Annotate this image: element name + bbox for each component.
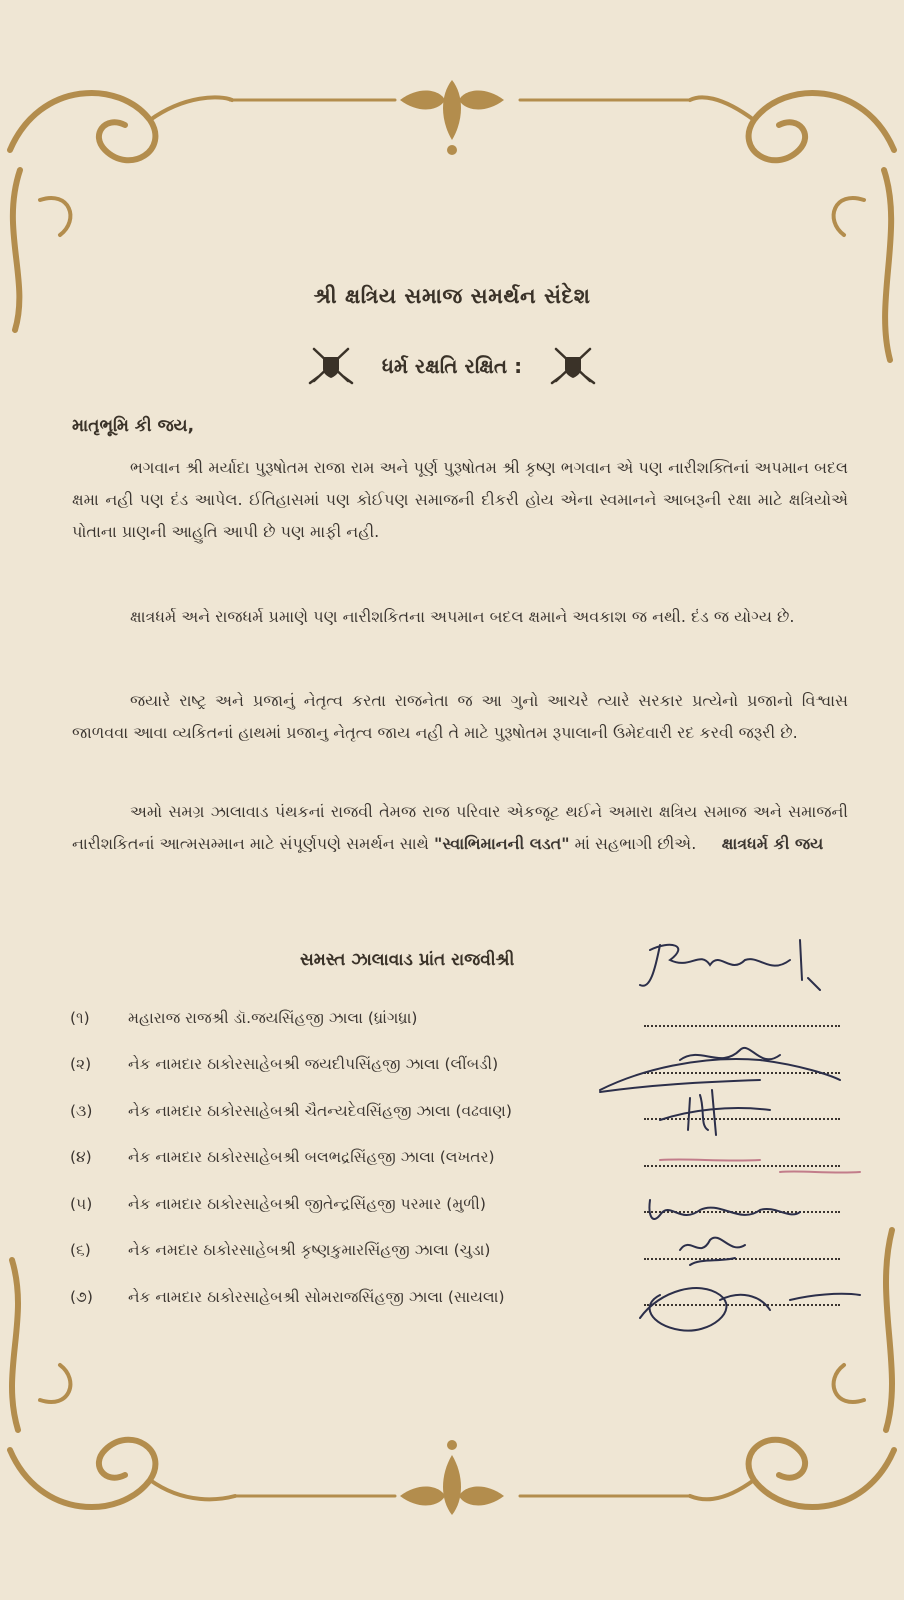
- closing-paragraph: [72, 796, 848, 860]
- signatory-number: (૭): [70, 1287, 93, 1306]
- greeting: માતૃભૂમિ કી જય,: [72, 416, 195, 436]
- signatory-row: [70, 1088, 840, 1135]
- signatory-number: (૩): [70, 1101, 93, 1120]
- signatory-name: નેક નામદાર ઠાકોરસાહેબશ્રી ચૈતન્યદેવસિંહજી ઝાલા (વઢવાણ): [128, 1101, 512, 1120]
- signature-line: [644, 1211, 840, 1213]
- signatory-number: (૪): [70, 1148, 92, 1167]
- signatory-name: નેક નમદાર ઠાકોરસાહેબશ્રી કૃષ્ણકુમારસિંહજી ઝાલા (ચુડા): [128, 1241, 491, 1260]
- signatory-name: નેક નામદાર ઠાકોરસાહેબશ્રી બલભદ્રસિંહજી ઝાલા (લખતર): [128, 1148, 495, 1167]
- letter-title: શ્રી ક્ષત્રિય સમાજ સમર્થન સંદેશ: [313, 284, 591, 308]
- crossed-swords-shield-icon: [308, 345, 354, 387]
- signatory-name: નેક નામદાર ઠાકોરસાહેબશ્રી જયદીપસિંહજી ઝાલા (લીંબડી): [128, 1055, 499, 1074]
- closing-text: અમો સમગ્ર ઝાલાવાડ પંથકનાં રાજવી તેમજ રાજ પરિવાર એકજૂટ થઈને અમારા ક્ષત્રિય સમાજ અને સમાજની નારીશકિતનાં આત્મસમ્માન માટે સંપૂર્ણપણે સમર્થન સાથે: [72, 802, 848, 853]
- signatory-row: [70, 995, 840, 1042]
- closing-suffix: માં સહભાગી છીએ.: [569, 834, 697, 853]
- closing-highlight: "સ્વાભિમાનની લડત": [433, 834, 570, 853]
- paragraph-3: જયારે રાષ્ટ્ર અને પ્રજાનું નેતૃત્વ કરતા રાજનેતા જ આ ગુનો આચરે ત્યારે સરકાર પ્રત્યેનો પ્રજાનો વિશ્વાસ જાળવવા આવા વ્યકિતનાં હાથમાં પ્રજાનુ નેતૃત્વ જાય નહી તે માટે પુરૂષોતમ રૂપાલાની ઉમેદવારી રદ કરવી જરૂરી છે.: [72, 691, 848, 742]
- signatory-row: [70, 1042, 840, 1089]
- signatory-name: નેક નામદાર ઠાકોરસાહેબશ્રી જીતેન્દ્રસિંહજી પરમાર (મુળી): [128, 1194, 486, 1213]
- signatory-row: [70, 1181, 840, 1228]
- signatories-list: [70, 995, 840, 1321]
- signature-line: [644, 1165, 840, 1167]
- signatory-number: (૨): [70, 1055, 92, 1074]
- signature-line: [644, 1072, 840, 1074]
- signature-line: [644, 1025, 840, 1027]
- motto-text: ધર્મ રક્ષતિ રક્ષિત :: [381, 354, 523, 378]
- closing-slogan: ક્ષાત્રધર્મ કી જય: [721, 834, 824, 853]
- signatory-number: (૫): [70, 1194, 93, 1213]
- paragraph-2: ક્ષાત્રધર્મ અને રાજધર્મ પ્રમાણે પણ નારીશકિતના અપમાન બદલ ક્ષમાને અવકાશ જ નથી. દંડ જ યોગ્ય છે.: [130, 607, 795, 626]
- paragraph-1: ભગવાન શ્રી મર્યાદા પુરૂષોતમ રાજા રામ અને પૂર્ણ પુરૂષોતમ શ્રી કૃષ્ણ ભગવાન એ પણ નારીશક્તિનાં અપમાન બદલ ક્ષમા નહી પણ દંડ આપેલ. ઈતિહાસમાં પણ કોઈપણ સમાજની દીકરી હોય એના સ્વમાનને આબરૂની રક્ષા માટે ક્ષત્રિયોએ પોતાના પ્રાણની આહુતિ આપી છે પણ માફી નહી.: [72, 458, 848, 541]
- signatory-name: મહારાજ રાજશ્રી ડૉ.જયસિંહજી ઝાલા (ધ્રાંગધ્રા): [128, 1008, 418, 1027]
- signatory-number: (૬): [70, 1241, 91, 1260]
- signature-line: [644, 1258, 840, 1260]
- signatory-row: [70, 1228, 840, 1275]
- signature-line: [644, 1118, 840, 1120]
- signatory-number: (૧): [70, 1008, 90, 1027]
- signatory-name: નેક નામદાર ઠાકોરસાહેબશ્રી સોમરાજસિંહજી ઝાલા (સાયલા): [128, 1287, 505, 1306]
- signatory-row: [70, 1274, 840, 1321]
- signatory-row: [70, 1135, 840, 1182]
- crossed-swords-shield-icon: [550, 345, 596, 387]
- signature-line: [644, 1304, 840, 1306]
- signatories-heading: સમસ્ત ઝાલાવાડ પ્રાંત રાજવીશ્રી: [300, 950, 515, 970]
- motto-row: [0, 343, 904, 389]
